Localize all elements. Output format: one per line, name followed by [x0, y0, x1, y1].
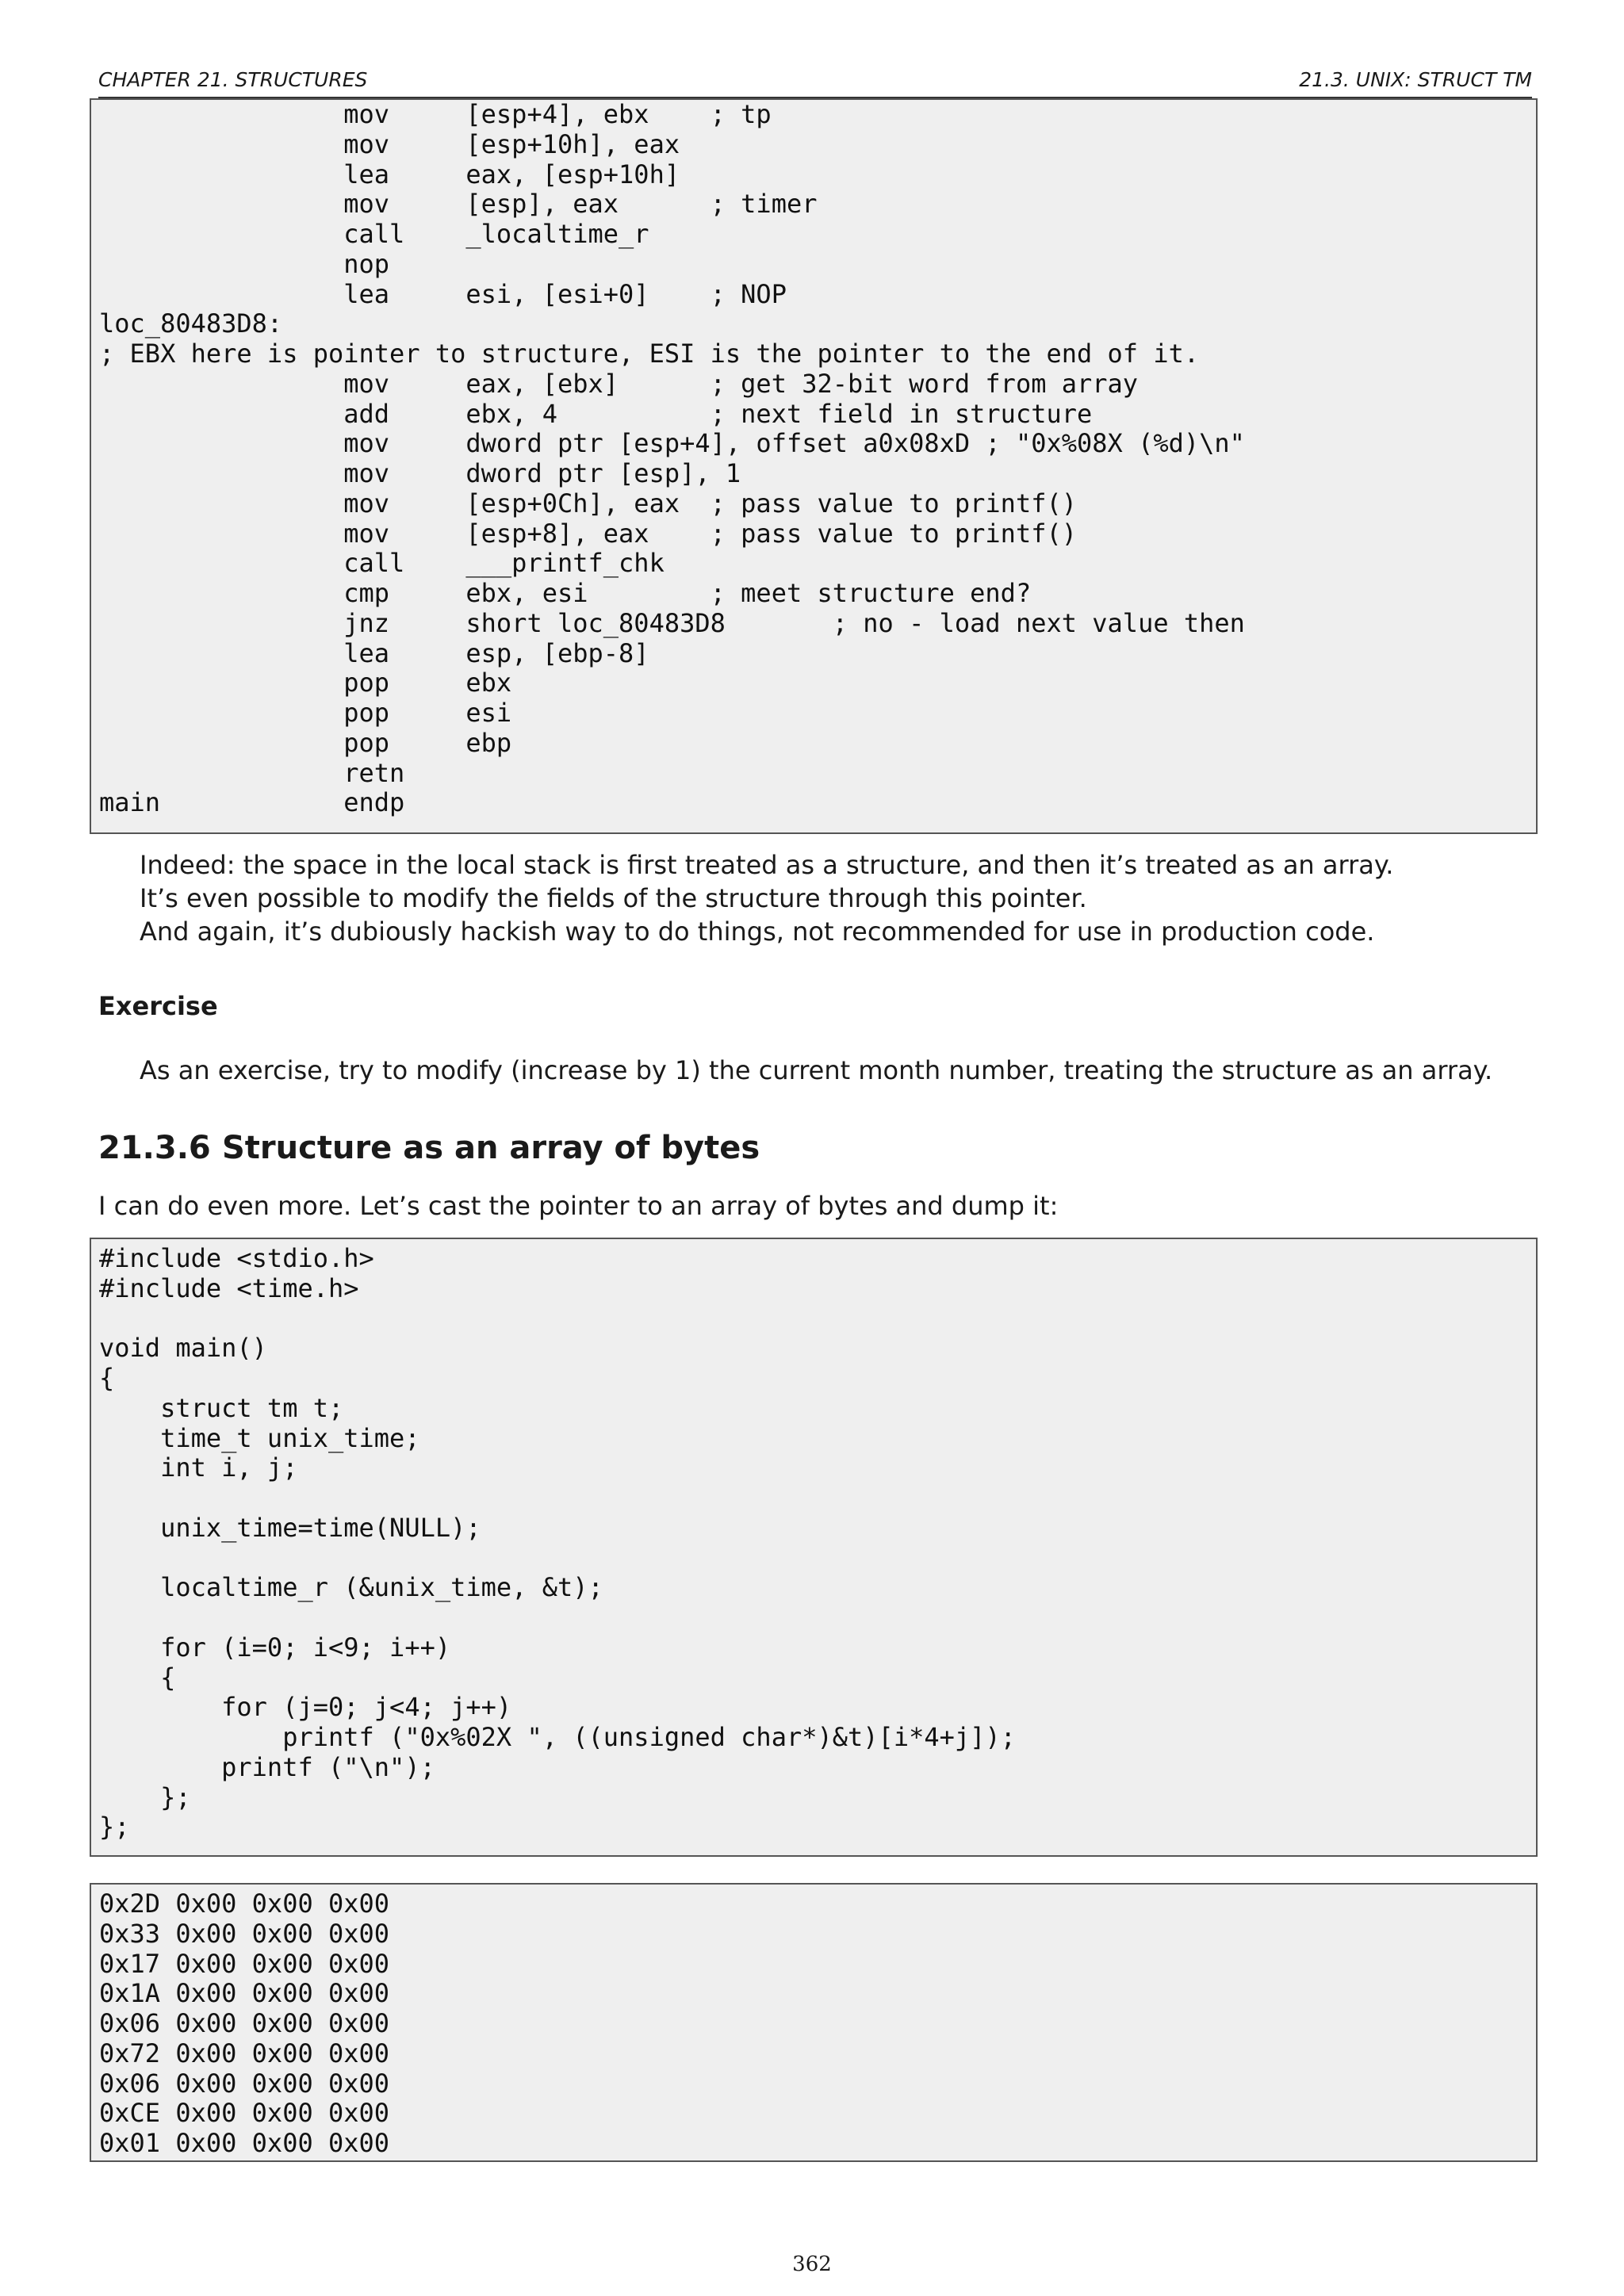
assembly-listing: [90, 98, 1538, 834]
code-line: lea esi, [esi+0] ; NOP: [99, 278, 787, 309]
code-line: [99, 1304, 1528, 1334]
code-line: 0x06 0x00 0x00 0x00: [99, 2068, 390, 2099]
code-line: main endp: [99, 787, 405, 818]
code-line: };: [99, 1781, 191, 1812]
code-line: for (j=0; j<4; j++): [99, 1692, 512, 1723]
code-line: int i, j;: [99, 1452, 298, 1483]
code-line: call _localtime_r: [99, 219, 649, 249]
running-header: [98, 68, 1532, 98]
code-line: pop esi: [99, 698, 512, 728]
code-line: #include <stdio.h>: [99, 1243, 374, 1273]
code-line: [99, 1603, 1528, 1633]
code-line: loc_80483D8:: [99, 308, 283, 339]
code-line: for (i=0; i<9; i++): [99, 1632, 451, 1663]
code-line: #include <time.h>: [99, 1272, 359, 1303]
exercise-text: As an exercise, try to modify (increase by 1) the current month number, treating the structure as an array.: [140, 1055, 1493, 1085]
code-line: {: [99, 1363, 115, 1393]
code-line: mov [esp], eax ; timer: [99, 189, 818, 220]
page-number: 362: [792, 2252, 832, 2276]
code-line: 0x06 0x00 0x00 0x00: [99, 2008, 390, 2038]
code-line: nop: [99, 248, 390, 279]
code-line: 0x2D 0x00 0x00 0x00: [99, 1888, 390, 1919]
code-line: 0x17 0x00 0x00 0x00: [99, 1948, 390, 1979]
section-intro: I can do even more. Let’s cast the pointer to an array of bytes and dump it:: [98, 1191, 1059, 1221]
code-line: pop ebx: [99, 668, 512, 698]
code-line: [99, 1544, 1528, 1574]
code-line: ; EBX here is pointer to structure, ESI is the pointer to the end of it.: [99, 339, 1200, 369]
paragraph-hackish: And again, it’s dubiously hackish way to do things, not recommended for use in production code.: [140, 916, 1375, 947]
section-title-header: 21.3. UNIX: STRUCT TM: [1299, 68, 1532, 91]
c-source-listing: [90, 1238, 1538, 1857]
code-line: unix_time=time(NULL);: [99, 1512, 481, 1543]
code-line: mov [esp+4], ebx ; tp: [99, 99, 772, 129]
code-line: 0x72 0x00 0x00 0x00: [99, 2038, 390, 2068]
code-line: add ebx, 4 ; next field in structure: [99, 398, 1093, 429]
code-line: void main(): [99, 1333, 267, 1364]
code-line: struct tm t;: [99, 1392, 344, 1423]
code-line: [99, 1483, 1528, 1513]
code-line: 0xCE 0x00 0x00 0x00: [99, 2098, 390, 2129]
paragraph-stack-array: Indeed: the space in the local stack is first treated as a structure, and then it’s treated as an array.: [140, 850, 1394, 880]
code-line: jnz short loc_80483D8 ; no - load next value then: [99, 607, 1245, 638]
section-number: 21.3.6: [98, 1130, 211, 1166]
code-line: mov [esp+10h], eax: [99, 128, 680, 159]
section-heading-title: Structure as an array of bytes: [222, 1130, 760, 1166]
paragraph-modify-fields: It’s even possible to modify the fields of the structure through this pointer.: [140, 883, 1087, 913]
code-line: lea esp, [ebp-8]: [99, 637, 649, 668]
code-line: mov [esp+8], eax ; pass value to printf(): [99, 518, 1077, 549]
code-line: time_t unix_time;: [99, 1422, 420, 1453]
section-heading: [98, 1130, 760, 1166]
code-line: 0x33 0x00 0x00 0x00: [99, 1918, 390, 1949]
code-line: {: [99, 1662, 176, 1693]
code-line: 0x01 0x00 0x00 0x00: [99, 2128, 390, 2158]
code-line: mov dword ptr [esp+4], offset a0x08xD ; "0x%08X (%d)\n": [99, 428, 1245, 459]
code-line: call ___printf_chk: [99, 548, 665, 579]
code-line: mov [esp+0Ch], eax ; pass value to printf(): [99, 488, 1077, 519]
code-line: localtime_r (&unix_time, &t);: [99, 1572, 603, 1603]
code-line: pop ebp: [99, 727, 512, 758]
code-line: };: [99, 1812, 130, 1843]
code-line: mov eax, [ebx] ; get 32-bit word from array: [99, 368, 1139, 399]
program-output-listing: [90, 1883, 1538, 2162]
code-line: 0x1A 0x00 0x00 0x00: [99, 1978, 390, 2009]
exercise-heading: Exercise: [98, 991, 218, 1021]
code-line: printf ("\n");: [99, 1751, 435, 1782]
code-line: lea eax, [esp+10h]: [99, 159, 680, 189]
code-line: printf ("0x%02X ", ((unsigned char*)&t)[i*4+j]);: [99, 1722, 1016, 1752]
code-line: mov dword ptr [esp], 1: [99, 458, 741, 488]
chapter-title: CHAPTER 21. STRUCTURES: [98, 68, 368, 91]
code-line: cmp ebx, esi ; meet structure end?: [99, 578, 1032, 608]
code-line: retn: [99, 757, 405, 788]
